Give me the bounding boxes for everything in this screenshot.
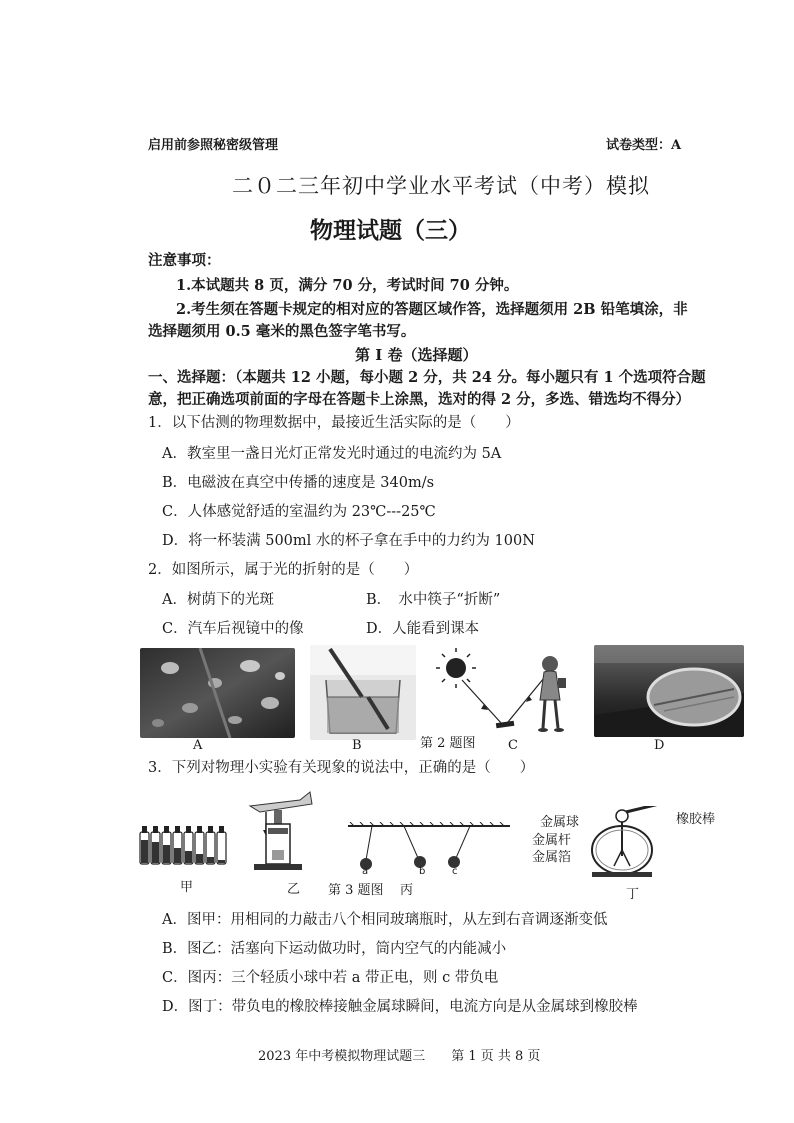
exam-subtitle: 物理试题（三） [310,217,471,244]
q1-stem: 1．以下估测的物理数据中，最接近生活实际的是（ ） [148,415,520,431]
q1-option-a: A．教室里一盏日光灯正常发光时通过的电流约为 5A [162,446,502,462]
q2-figure-caption: 第 2 题图 [420,736,476,751]
q2-option-b: B． 水中筷子“折断” [366,592,501,608]
q3-stem: 3．下列对物理小实验有关现象的说法中，正确的是（ ） [148,760,535,776]
q3-ball-label-c: c [452,866,458,877]
q3-figure-yi-piston [240,790,320,874]
q3-option-d: D．图丁：带负电的橡胶棒接触金属球瞬间，电流方向是从金属球到橡胶棒 [162,999,638,1015]
q3-option-a: A．图甲：用相同的力敲击八个相同玻璃瓶时，从左到右音调逐渐变低 [162,912,608,928]
q3-label-metal-foil: 金属箔 [532,850,572,865]
q2-figure-a-tree-shade [140,648,295,738]
q3-figure-label-yi: 乙 [287,882,301,897]
q3-label-rubber-rod: 橡胶棒 [676,812,716,827]
q2-figure-c-reading [432,648,582,738]
notice-heading: 注意事项： [148,252,221,269]
q1-option-b: B．电磁波在真空中传播的速度是 340m/s [162,475,435,491]
notice-item-2-line2: 选择题须用 0.5 毫米的黑色签字笔书写。 [148,323,416,340]
q2-option-c: C．汽车后视镜中的像 [162,621,304,637]
q3-figure-label-jia: 甲 [180,880,194,895]
exam-title: 二０二三年初中学业水平考试（中考）模拟 [232,174,650,198]
q3-option-b: B．图乙：活塞向下运动做功时，筒内空气的内能减小 [162,941,507,957]
q3-figure-label-ding: 丁 [626,887,640,902]
q3-figure-ding-electroscope [580,806,685,878]
section1-line2: 意，把正确选项前面的字母在答题卡上涂黑，选对的得 2 分，多选、错选均不得分） [148,391,691,408]
q2-option-d: D．人能看到课本 [366,621,480,637]
page-footer: 2023 年中考模拟物理试题三 第 1 页 共 8 页 [258,1049,541,1064]
q3-option-c: C．图丙：三个轻质小球中若 a 带正电，则 c 带负电 [162,970,499,986]
q3-figure-bing-balls [344,822,514,874]
q1-option-c: C．人体感觉舒适的室温约为 23℃---25℃ [162,504,436,520]
notice-item-1: 1.本试题共 8 页，满分 70 分，考试时间 70 分钟。 [176,277,519,294]
q3-figure-jia-bottles [138,822,233,867]
confidentiality-label: 启用前参照秘密级管理 [148,138,279,153]
q2-figure-d-car-mirror [594,645,744,737]
q3-label-metal-rod: 金属杆 [532,833,572,848]
q3-figure-label-bing: 丙 [400,883,414,898]
q2-stem: 2．如图所示，属于光的折射的是（ ） [148,562,419,578]
q3-label-metal-ball: 金属球 [540,815,580,830]
q3-ball-label-a: a [362,866,369,877]
q3-ball-label-b: b [419,866,426,877]
q3-figure-caption: 第 3 题图 [328,883,384,898]
volume-title: 第 I 卷（选择题） [355,346,478,364]
q2-figure-label-b: B [352,738,362,753]
notice-item-2-line1: 2.考生须在答题卡规定的相对应的答题区域作答，选择题须用 2B 铅笔填涂，非 [176,301,688,318]
q2-figure-label-a: A [193,738,203,753]
q2-figure-label-d: D [654,738,665,753]
q2-option-a: A．树荫下的光斑 [162,592,274,608]
section1-line1: 一、选择题：（本题共 12 小题，每小题 2 分，共 24 分。每小题只有 1 个选项符合题 [148,369,706,386]
q2-figure-label-c: C [508,738,518,753]
q2-figure-b-chopstick [310,645,416,740]
q1-option-d: D．将一杯装满 500ml 水的杯子拿在手中的力约为 100N [162,533,535,549]
paper-type-label: 试卷类型：A [606,138,682,153]
